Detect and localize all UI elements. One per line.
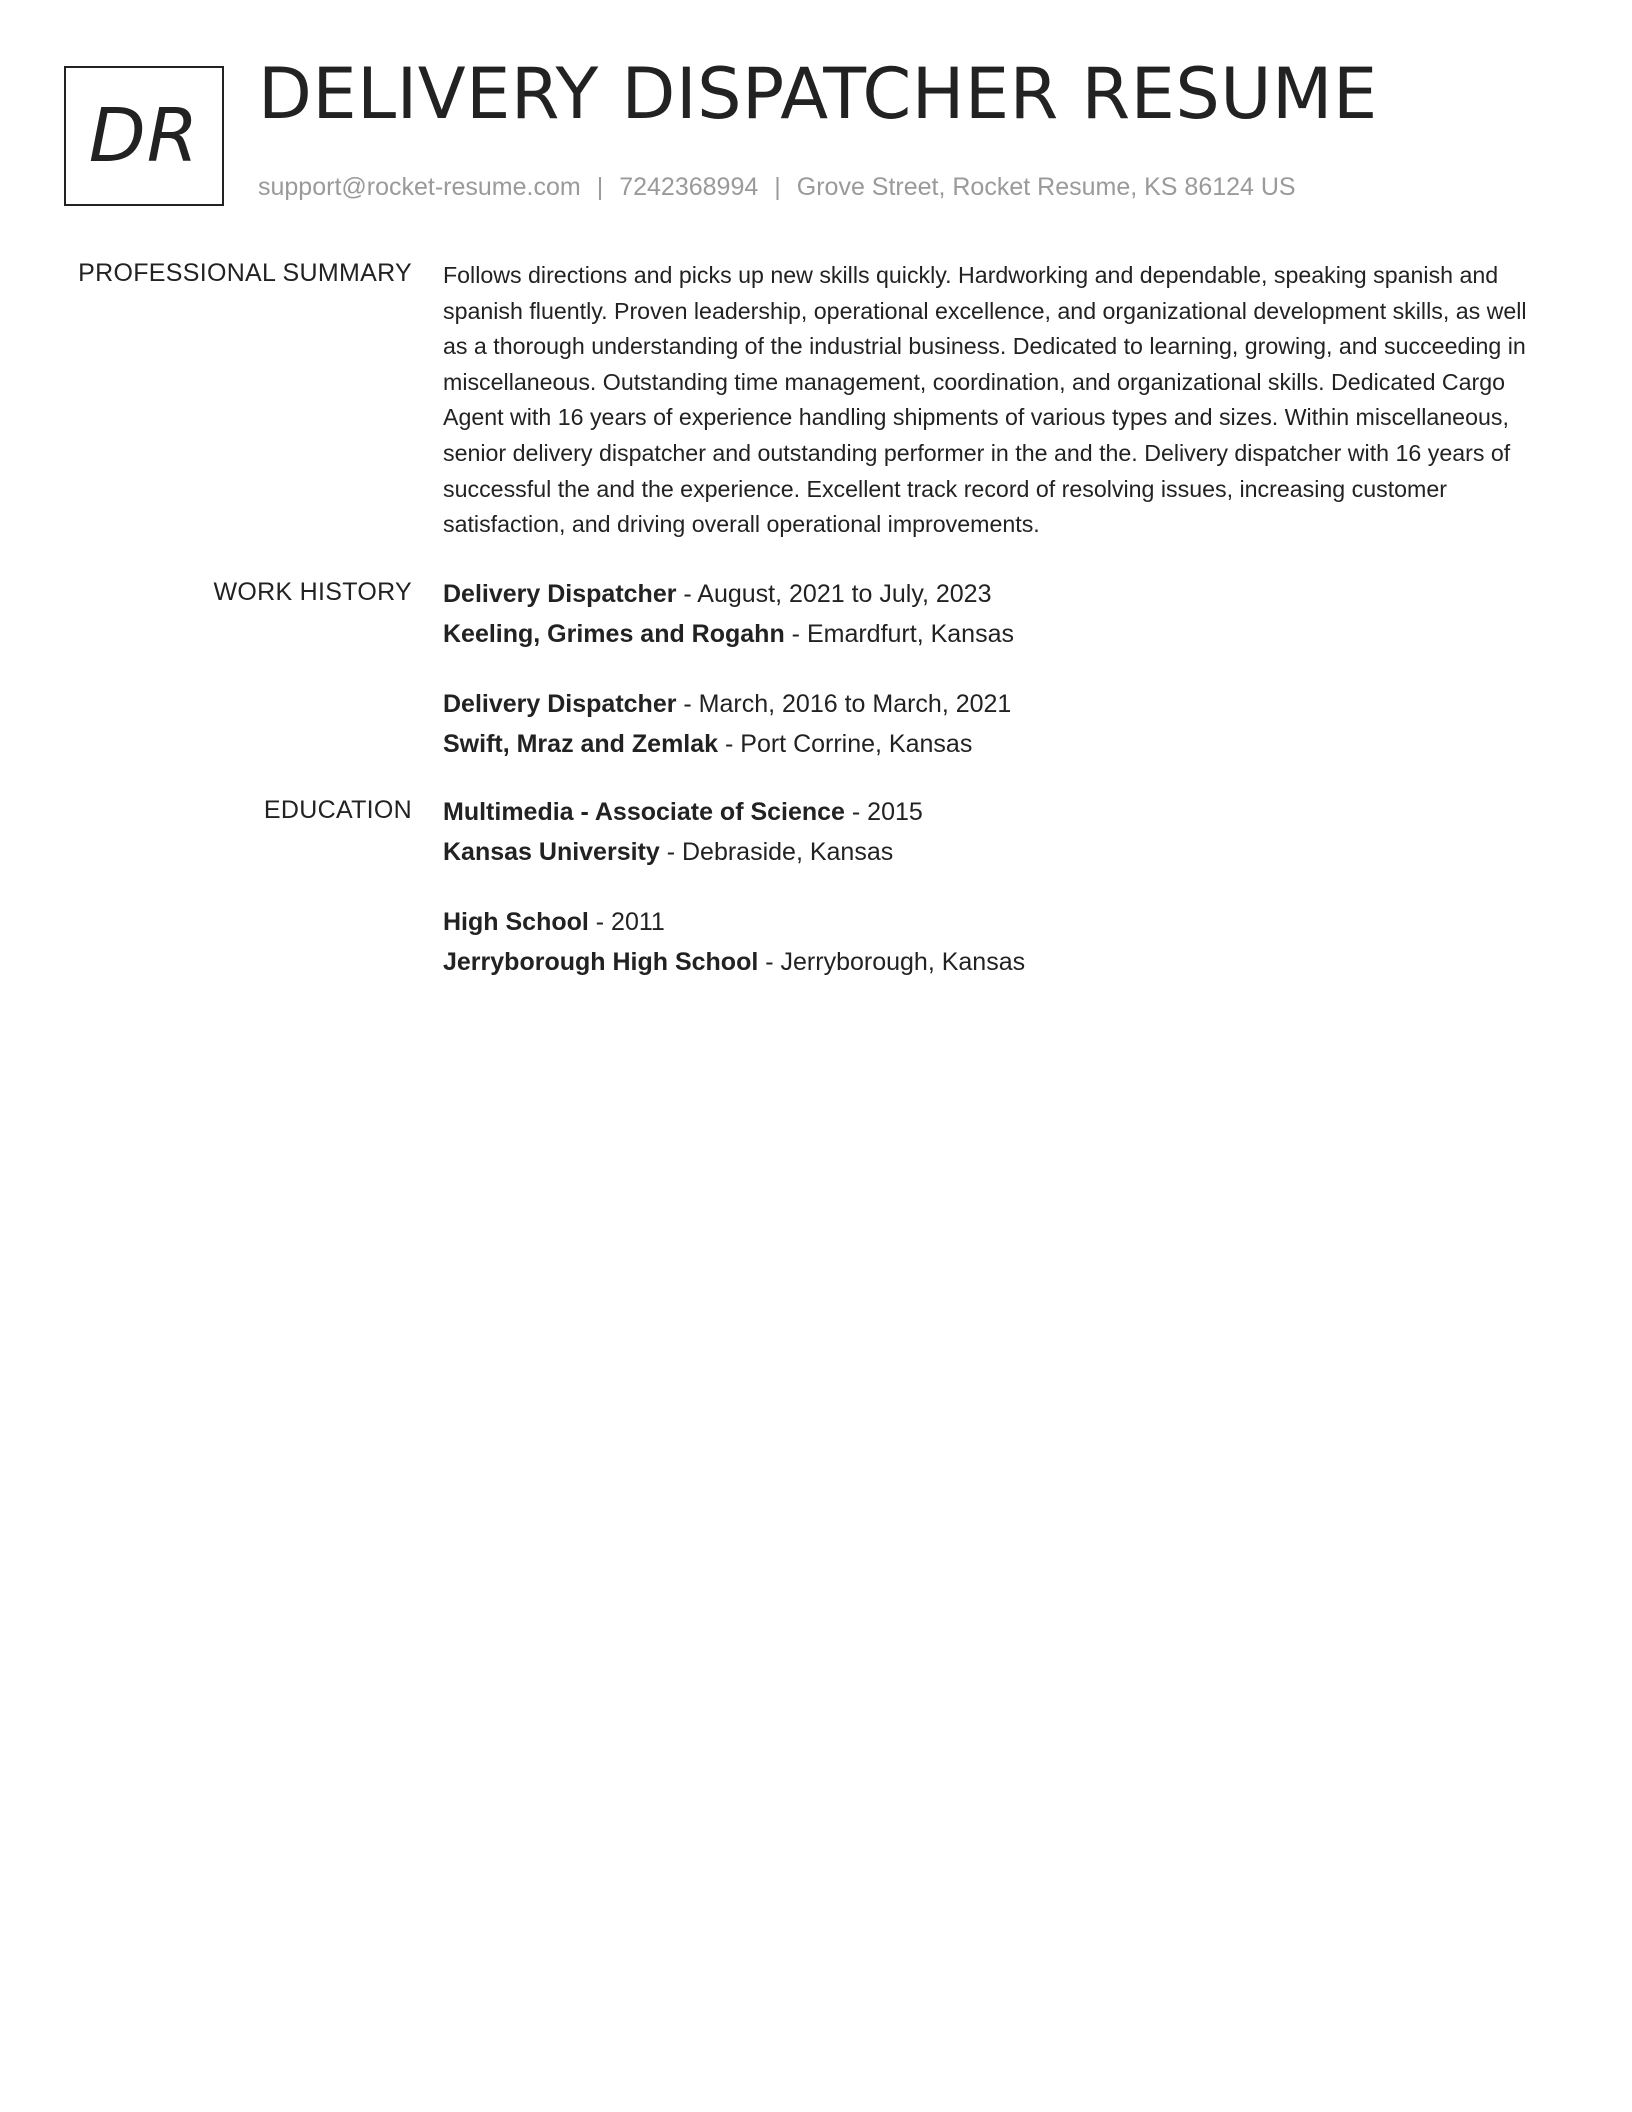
- summary-text: Follows directions and picks up new skills quickly. Hardworking and dependable, speaking spanish and spanish fluently. Proven leadership, operational excellence, and organizational development skills, as well as a thorough understanding of the industrial business. Dedicated to learning, growing, and succeeding in miscellaneous. Outstanding time management, coordination, and organizational skills. Dedicated Cargo Agent with 16 years of experience handling shipments of various types and sizes. Within miscellaneous, senior delivery dispatcher and outstanding performer in the and the. Delivery dispatcher with 16 years of successful the and the experience. Excellent track record of resolving issues, increasing customer satisfaction, and driving overall operational improvements.: [443, 262, 1527, 538]
- education-degree: High School: [443, 908, 589, 936]
- work-dates: - March, 2016 to March, 2021: [676, 690, 1012, 718]
- initials-text: DR: [88, 93, 200, 179]
- education-entry: [443, 902, 1543, 982]
- education-location: - Jerryborough, Kansas: [758, 948, 1026, 976]
- education-school-line: [443, 942, 1543, 982]
- work-entry-title-line: [443, 574, 1543, 614]
- contact-separator: |: [774, 173, 781, 201]
- work-company: Swift, Mraz and Zemlak: [443, 730, 719, 758]
- work-location: - Emardfurt, Kansas: [784, 620, 1014, 648]
- education-school: Jerryborough High School: [443, 948, 759, 976]
- work-role: Delivery Dispatcher: [443, 580, 677, 608]
- education-school-line: [443, 832, 1543, 872]
- work-entry: [443, 684, 1543, 764]
- work-role: Delivery Dispatcher: [443, 690, 677, 718]
- work-history-heading: WORK HISTORY: [213, 578, 412, 606]
- education-degree-line: [443, 902, 1543, 942]
- resume-title: DELIVERY DISPATCHER RESUME: [258, 53, 1378, 135]
- summary-heading: PROFESSIONAL SUMMARY: [78, 259, 412, 287]
- work-entry-title-line: [443, 684, 1543, 724]
- work-entry-company-line: [443, 614, 1543, 654]
- work-dates: - August, 2021 to July, 2023: [676, 580, 992, 608]
- contact-line: [258, 172, 1296, 202]
- contact-address: Grove Street, Rocket Resume, KS 86124 US: [796, 173, 1296, 201]
- education-year: - 2011: [588, 908, 665, 936]
- education-heading: EDUCATION: [263, 796, 412, 824]
- initials-monogram: [64, 66, 224, 206]
- contact-phone: 7242368994: [619, 173, 759, 201]
- work-entry: [443, 574, 1543, 654]
- education-location: - Debraside, Kansas: [659, 838, 894, 866]
- work-location: - Port Corrine, Kansas: [718, 730, 973, 758]
- education-school: Kansas University: [443, 838, 660, 866]
- education-degree-line: [443, 792, 1543, 832]
- education-year: - 2015: [844, 798, 923, 826]
- contact-email: support@rocket-resume.com: [258, 173, 581, 201]
- work-entry-company-line: [443, 724, 1543, 764]
- contact-separator: |: [596, 173, 604, 201]
- education-degree: Multimedia - Associate of Science: [443, 798, 845, 826]
- work-company: Keeling, Grimes and Rogahn: [443, 620, 785, 648]
- education-entry: [443, 792, 1543, 872]
